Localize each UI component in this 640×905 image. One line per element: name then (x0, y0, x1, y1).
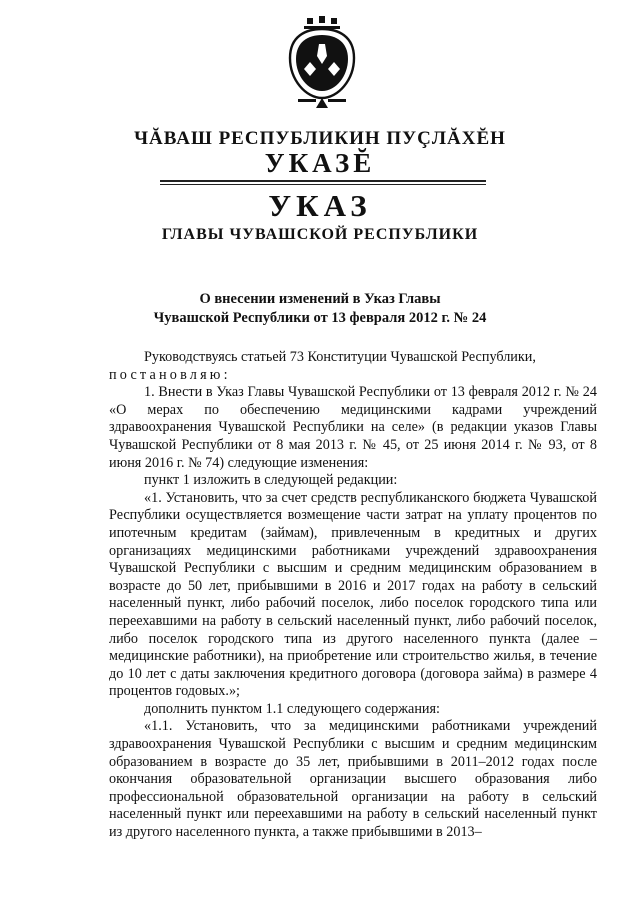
russian-decree-subtitle: ГЛАВЫ ЧУВАШСКОЙ РЕСПУБЛИКИ (161, 226, 479, 243)
point-1-paragraph: пункт 1 изложить в следующей редакции: (144, 472, 398, 489)
russian-decree-title: УКАЗ (268, 188, 372, 223)
add-point-paragraph: дополнить пунктом 1.1 следующего содержания: (144, 700, 440, 717)
chuvash-header-line1: ЧĂВАШ РЕСПУБЛИКИН ПУÇЛĂХĔН (134, 128, 506, 149)
quote-1-paragraph: «1. Установить, что за счет средств республиканского бюджета Чувашской Республики осуществляется возмещение части затрат на уплату процентов по ипотечным кредитам (займам), привлеченным в кредитных и других организациях медицинскими работниками учреждений здравоохранения Чувашской Республики с высшим и средним медицинским образованием в возрасте до 50 лет, прибывшими в 2016 и 2017 годах на работу в сельский населенный пункт, либо рабочий поселок, либо поселок городского типа или переехавшими на работу в сельский населенный пункт, либо рабочий поселок, либо поселок городского типа из другого населенного пункта (далее – медицинские работники), на приобретение или строительство жилья, в течение до 10 лет с даты заключения кредитного договора (договора займа) в размере 4 процентов годовых.»; (109, 489, 597, 700)
chuvash-emblem-icon (284, 14, 360, 110)
decree-body (109, 349, 597, 842)
header-rule-thick (160, 180, 486, 182)
subject-line2: Чувашской Республики от 13 февраля 2012 г. № 24 (153, 310, 487, 326)
item-1-paragraph: 1. Внести в Указ Главы Чувашской Республики от 13 февраля 2012 г. № 24 «О мерах по обеспечению медицинскими кадрами учреждений здравоохранения Чувашской Республики на селе» (в редакции указов Главы Чувашской Республики от 8 мая 2013 г. № 45, от 25 июня 2014 г. № 93, от 8 июня 2016 г. № 74) следующие изменения: (109, 384, 597, 471)
intro-paragraph: Руководствуясь статьей 73 Конституции Чувашской Республики, (144, 349, 536, 365)
decree-word: постановляю: (109, 366, 231, 383)
quote-1-1-paragraph: «1.1. Установить, что за медицинскими работниками учреждений здравоохранения Чувашской Республики с высшим и средним медицинским образованием в возрасте до 35 лет, прибывшими в 2011–2012 годах после окончания образовательной организации высшего образования либо профессиональной образовательной организации на работу в сельский населенный пункт или переехавшими на работу в сельский населенный пункт из другого населенного пункта, а также прибывшими в 2013– (109, 718, 597, 841)
subject-line1: О внесении изменений в Указ Главы (199, 291, 441, 307)
chuvash-header-decree: УКАЗĔ (264, 148, 376, 178)
header-rule-thin (160, 184, 486, 185)
